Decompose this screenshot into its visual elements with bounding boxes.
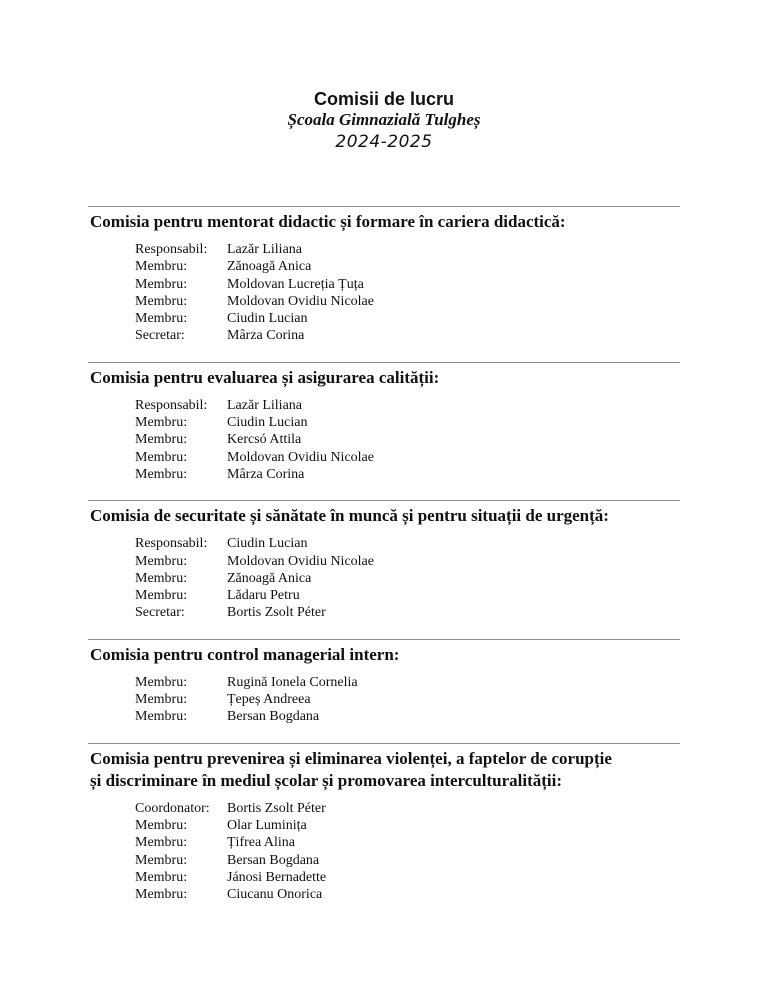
member-role: Responsabil: — [135, 242, 208, 257]
member-name: Lazăr Liliana — [227, 397, 303, 413]
member-role: Membru: — [135, 311, 188, 327]
member-name: Țifrea Alina — [227, 835, 296, 851]
member-role: Coordonator: — [135, 800, 210, 816]
member-name: Moldovan Ovidiu Nicolae — [227, 449, 374, 465]
member-row — [88, 414, 680, 431]
member-name: Mârza Corina — [227, 328, 305, 344]
member-name: Ciudin Lucian — [227, 311, 308, 327]
member-role: Membru: — [135, 449, 188, 465]
commission-heading: Comisia pentru evaluarea și asigurarea calității: — [90, 367, 440, 387]
commission-section — [88, 500, 680, 638]
commission-heading: și discriminare în mediul școlar și promovarea interculturalității: — [90, 770, 563, 790]
member-name: Bortis Zsolt Péter — [227, 800, 326, 816]
member-name: Bersan Bogdana — [227, 852, 320, 868]
commission-section — [88, 362, 680, 500]
member-role: Membru: — [135, 709, 188, 725]
member-role: Membru: — [135, 674, 188, 690]
school-name: Școala Gimnazială Tulgheș — [287, 110, 481, 129]
member-row — [88, 886, 680, 903]
member-role: Membru: — [135, 869, 188, 885]
member-role: Membru: — [135, 259, 188, 275]
member-name: Rugină Ionela Cornelia — [227, 674, 358, 690]
member-role: Membru: — [135, 415, 188, 431]
commissions-list — [88, 206, 680, 920]
member-name: Olar Luminița — [227, 817, 307, 833]
commission-section — [88, 206, 680, 362]
member-name: Zănoagă Anica — [227, 570, 312, 586]
member-role: Membru: — [135, 553, 188, 569]
member-role: Membru: — [135, 432, 188, 448]
member-row — [88, 276, 680, 293]
member-role: Responsabil: — [135, 536, 208, 552]
member-role: Membru: — [135, 293, 188, 309]
member-name: Zănoagă Anica — [227, 259, 312, 275]
member-name: Kercsó Attila — [227, 432, 302, 448]
school-year: 2024-2025 — [335, 132, 433, 152]
member-row — [88, 604, 680, 621]
document-title: Comisii de lucru — [313, 89, 455, 109]
member-role: Membru: — [135, 835, 188, 851]
member-row — [88, 431, 680, 448]
member-name: Ciudin Lucian — [227, 415, 308, 431]
commission-heading: Comisia pentru mentorat didactic și formare în cariera didactică: — [90, 212, 566, 231]
member-row — [88, 293, 680, 310]
member-name: Țepeș Andreea — [227, 692, 311, 708]
member-row — [88, 587, 680, 604]
member-row — [88, 466, 680, 483]
member-row — [88, 449, 680, 466]
member-role: Membru: — [135, 817, 188, 833]
member-row — [88, 834, 680, 851]
member-name: Lădaru Petru — [227, 588, 300, 604]
commission-heading: Comisia de securitate și sănătate în muncă și pentru situații de urgență: — [90, 506, 609, 526]
member-row — [88, 852, 680, 869]
member-row — [88, 241, 680, 258]
commission-section — [88, 639, 680, 743]
member-name: Bersan Bogdana — [227, 709, 320, 725]
member-name: Ciucanu Onorica — [227, 887, 323, 903]
commission-section — [88, 743, 680, 921]
member-row — [88, 310, 680, 327]
member-role: Membru: — [135, 276, 188, 292]
member-role: Membru: — [135, 692, 188, 708]
member-row — [88, 535, 680, 552]
member-role: Secretar: — [135, 328, 185, 344]
member-role: Membru: — [135, 852, 188, 868]
member-row — [88, 691, 680, 708]
member-row — [88, 397, 680, 414]
member-name: Moldovan Ovidiu Nicolae — [227, 553, 374, 569]
member-row — [88, 570, 680, 587]
member-row — [88, 800, 680, 817]
member-name: Mârza Corina — [227, 466, 305, 482]
commission-heading: Comisia pentru prevenirea și eliminarea violenței, a faptelor de corupție — [90, 748, 612, 768]
member-name: Moldovan Ovidiu Nicolae — [227, 293, 374, 309]
member-role: Membru: — [135, 588, 188, 604]
member-role: Membru: — [135, 887, 188, 903]
member-name: Moldovan Lucreția Țuța — [227, 276, 364, 292]
member-row — [88, 817, 680, 834]
member-role: Membru: — [135, 570, 188, 586]
member-row — [88, 708, 680, 725]
member-row — [88, 674, 680, 691]
member-role: Responsabil: — [135, 397, 208, 413]
member-name: Lazăr Liliana — [227, 242, 303, 257]
member-name: Jánosi Bernadette — [227, 869, 327, 885]
member-row — [88, 869, 680, 886]
member-role: Secretar: — [135, 605, 185, 621]
member-row — [88, 258, 680, 275]
commission-heading: Comisia pentru control managerial intern: — [90, 644, 400, 664]
member-row — [88, 327, 680, 344]
member-role: Membru: — [135, 466, 188, 482]
member-name: Bortis Zsolt Péter — [227, 605, 326, 621]
member-name: Ciudin Lucian — [227, 536, 308, 552]
member-row — [88, 553, 680, 570]
